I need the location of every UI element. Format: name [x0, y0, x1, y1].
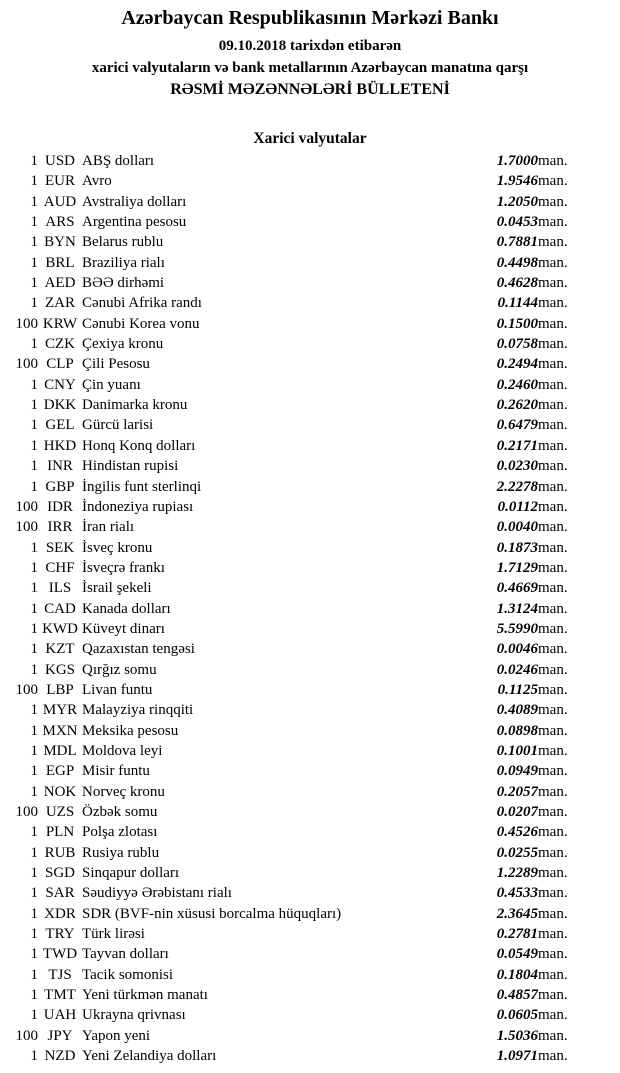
rate-cell: 0.4533: [496, 885, 538, 902]
qty-cell: 1: [30, 946, 38, 963]
name-cell: Danimarka kronu: [82, 397, 188, 414]
currency-row: [0, 253, 620, 273]
section-title-foreign-currencies: Xarici valyutalar: [253, 130, 367, 147]
qty-cell: 1: [30, 173, 38, 190]
unit-cell: man.: [538, 417, 568, 434]
qty-cell: 1: [30, 702, 38, 719]
currency-row: [0, 538, 620, 558]
rate-cell: 0.1500: [496, 315, 538, 332]
code-cell: MXN: [42, 722, 78, 739]
code-cell: LBP: [46, 681, 74, 698]
code-cell: GBP: [45, 478, 75, 495]
name-cell: Qırğız somu: [82, 661, 157, 678]
rate-cell: 0.1804: [496, 966, 538, 983]
qty-cell: 100: [15, 356, 38, 373]
name-cell: Kanada dolları: [82, 600, 171, 617]
code-cell: ILS: [48, 580, 72, 597]
unit-cell: man.: [538, 661, 568, 678]
code-cell: AED: [44, 275, 76, 292]
currency-row: [0, 680, 620, 700]
rate-cell: 0.2494: [496, 356, 538, 373]
document-header: [0, 0, 620, 100]
currency-row: [0, 375, 620, 395]
bank-title: Azərbaycan Respublikasının Mərkəzi Bankı: [121, 7, 499, 29]
name-cell: Livan funtu: [82, 681, 153, 698]
code-cell: TMT: [44, 987, 76, 1004]
qty-cell: 1: [30, 844, 38, 861]
rate-cell: 0.2460: [496, 376, 538, 393]
qty-cell: 1: [30, 153, 38, 169]
code-cell: ZAR: [45, 295, 75, 312]
name-cell: İran rialı: [82, 519, 135, 536]
rate-cell: 1.7000: [496, 153, 538, 169]
currency-row: [0, 314, 620, 334]
currency-row: [0, 721, 620, 741]
rate-cell: 0.4526: [496, 824, 538, 841]
name-cell: Çin yuanı: [82, 376, 141, 393]
unit-cell: man.: [538, 1007, 568, 1024]
name-cell: Yapon yeni: [82, 1027, 151, 1044]
name-cell: Səudiyyə Ərəbistanı rialı: [82, 885, 232, 902]
code-cell: NZD: [44, 1048, 76, 1065]
code-cell: RUB: [44, 844, 76, 861]
currency-row: [0, 192, 620, 212]
rate-cell: 0.0046: [496, 641, 538, 658]
name-cell: Misir funtu: [82, 763, 150, 780]
code-cell: KWD: [42, 620, 78, 637]
code-cell: BYN: [44, 234, 76, 251]
unit-cell: man.: [538, 885, 568, 902]
currency-row: [0, 599, 620, 619]
currency-row: [0, 1026, 620, 1046]
name-cell: Küveyt dinarı: [82, 620, 165, 637]
currency-row: [0, 415, 620, 435]
code-cell: NOK: [43, 783, 77, 800]
qty-cell: 1: [30, 926, 38, 943]
name-cell: Avro: [82, 173, 112, 190]
name-cell: Rusiya rublu: [82, 844, 160, 861]
qty-cell: 100: [15, 681, 38, 698]
qty-cell: 100: [15, 498, 38, 515]
name-cell: Braziliya rialı: [82, 254, 165, 271]
qty-cell: 1: [30, 661, 38, 678]
unit-cell: man.: [538, 681, 568, 698]
name-cell: Norveç kronu: [82, 783, 165, 800]
rate-cell: 0.1125: [497, 681, 538, 698]
qty-cell: 1: [30, 397, 38, 414]
qty-cell: 1: [30, 905, 38, 922]
currency-row: [0, 273, 620, 293]
name-cell: Ukrayna qrivnası: [82, 1007, 186, 1024]
name-cell: Cənubi Korea vonu: [82, 315, 200, 332]
unit-cell: man.: [538, 620, 568, 637]
unit-cell: man.: [538, 722, 568, 739]
code-cell: EUR: [45, 173, 75, 190]
currency-row: [0, 517, 620, 537]
rate-cell: 0.7881: [496, 234, 538, 251]
code-cell: SGD: [44, 865, 75, 882]
unit-cell: man.: [538, 865, 568, 882]
qty-cell: 1: [30, 539, 38, 556]
currency-row: [0, 924, 620, 944]
unit-cell: man.: [538, 600, 568, 617]
currency-row: [0, 822, 620, 842]
rate-cell: 0.6479: [496, 417, 538, 434]
code-cell: MDL: [43, 742, 77, 759]
rate-cell: 1.2050: [496, 193, 538, 210]
unit-cell: man.: [538, 153, 568, 169]
rate-cell: 1.3124: [496, 600, 538, 617]
rate-cell: 0.0246: [496, 661, 538, 678]
qty-cell: 1: [30, 580, 38, 597]
code-cell: SEK: [45, 539, 75, 556]
unit-cell: man.: [538, 539, 568, 556]
code-cell: AUD: [43, 193, 77, 210]
unit-cell: man.: [538, 987, 568, 1004]
unit-cell: man.: [538, 742, 568, 759]
currency-table-body: [0, 151, 620, 1066]
name-cell: Yeni Zelandiya dolları: [82, 1048, 217, 1065]
rate-cell: 1.0971: [496, 1048, 538, 1065]
rate-cell: 0.2620: [496, 397, 538, 414]
name-cell: İsveçrə frankı: [82, 559, 165, 576]
code-cell: EGP: [45, 763, 75, 780]
currency-row: [0, 965, 620, 985]
name-cell: İsrail şekeli: [82, 580, 152, 597]
qty-cell: 1: [30, 987, 38, 1004]
currency-row: [0, 354, 620, 374]
name-cell: Tacik somonisi: [82, 966, 174, 983]
rate-cell: 0.2171: [496, 437, 538, 454]
name-cell: Hindistan rupisi: [82, 458, 179, 475]
code-cell: TRY: [45, 926, 75, 943]
name-cell: SDR (BVF-nin xüsusi borcalma hüquqları): [82, 905, 342, 922]
currency-row: [0, 639, 620, 659]
code-cell: ARS: [45, 214, 75, 231]
qty-cell: 1: [30, 763, 38, 780]
name-cell: Malayziya rinqqiti: [82, 702, 194, 719]
currency-row: [0, 863, 620, 883]
name-cell: Türk lirəsi: [82, 926, 145, 943]
rate-cell: 2.3645: [496, 905, 538, 922]
bulletin-subtitle: xarici valyutaların və bank metallarının Azərbaycan manatına qarşı: [91, 60, 529, 76]
code-cell: SAR: [45, 885, 75, 902]
code-cell: PLN: [45, 824, 75, 841]
code-cell: CZK: [45, 336, 75, 353]
currency-row: [0, 761, 620, 781]
rate-cell: 0.0112: [497, 498, 538, 515]
unit-cell: man.: [538, 844, 568, 861]
code-cell: UAH: [43, 1007, 77, 1024]
currency-row: [0, 944, 620, 964]
qty-cell: 100: [15, 315, 38, 332]
name-cell: Çili Pesosu: [82, 356, 150, 373]
qty-cell: 1: [30, 376, 38, 393]
rate-cell: 0.2781: [496, 926, 538, 943]
rate-cell: 0.0040: [496, 519, 538, 536]
unit-cell: man.: [538, 498, 568, 515]
name-cell: Tayvan dolları: [82, 946, 169, 963]
code-cell: IRR: [47, 519, 73, 536]
name-cell: Belarus rublu: [82, 234, 164, 251]
currency-row: [0, 497, 620, 517]
name-cell: Gürcü larisi: [82, 417, 154, 434]
currency-row: [0, 843, 620, 863]
code-cell: GEL: [45, 417, 75, 434]
rate-cell: 0.0230: [496, 458, 538, 475]
rate-cell: 0.0255: [496, 844, 538, 861]
unit-cell: man.: [538, 336, 568, 353]
qty-cell: 100: [15, 1027, 38, 1044]
qty-cell: 1: [30, 600, 38, 617]
name-cell: Honq Konq dolları: [82, 437, 196, 454]
qty-cell: 1: [30, 783, 38, 800]
rate-cell: 0.4089: [496, 702, 538, 719]
rate-cell: 0.2057: [496, 783, 538, 800]
qty-cell: 1: [30, 458, 38, 475]
rate-cell: 0.4628: [496, 275, 538, 292]
qty-cell: 1: [30, 193, 38, 210]
qty-cell: 1: [30, 966, 38, 983]
unit-cell: man.: [538, 376, 568, 393]
rate-cell: 1.7129: [496, 559, 538, 576]
code-cell: CLP: [46, 356, 74, 373]
qty-cell: 1: [30, 1007, 38, 1024]
code-cell: USD: [44, 153, 75, 169]
code-cell: KRW: [42, 315, 78, 332]
qty-cell: 1: [30, 641, 38, 658]
unit-cell: man.: [538, 173, 568, 190]
qty-cell: 1: [30, 234, 38, 251]
name-cell: Qazaxıstan tengəsi: [82, 641, 195, 658]
unit-cell: man.: [538, 214, 568, 231]
name-cell: BƏƏ dirhəmi: [82, 275, 165, 292]
code-cell: KGS: [44, 661, 75, 678]
rate-cell: 5.5990: [496, 620, 538, 637]
currency-row: [0, 741, 620, 761]
unit-cell: man.: [538, 234, 568, 251]
currency-row: [0, 883, 620, 903]
name-cell: Çexiya kronu: [82, 336, 164, 353]
name-cell: Avstraliya dolları: [82, 193, 187, 210]
currency-row: [0, 700, 620, 720]
unit-cell: man.: [538, 458, 568, 475]
code-cell: INR: [47, 458, 73, 475]
rate-cell: 0.4498: [496, 254, 538, 271]
currency-row: [0, 985, 620, 1005]
name-cell: İndoneziya rupiası: [82, 498, 194, 515]
rate-cell: 0.0549: [496, 946, 538, 963]
currency-row: [0, 660, 620, 680]
rate-cell: 1.5036: [496, 1027, 538, 1044]
rate-cell: 0.1873: [496, 539, 538, 556]
unit-cell: man.: [538, 966, 568, 983]
qty-cell: 100: [15, 519, 38, 536]
name-cell: İngilis funt sterlinqi: [82, 478, 202, 495]
unit-cell: man.: [538, 926, 568, 943]
qty-cell: 1: [30, 559, 38, 576]
code-cell: CAD: [44, 600, 76, 617]
currency-row: [0, 334, 620, 354]
code-cell: IDR: [47, 498, 73, 515]
qty-cell: 1: [30, 742, 38, 759]
name-cell: Meksika pesosu: [82, 722, 179, 739]
rate-cell: 0.0758: [496, 336, 538, 353]
name-cell: Moldova leyi: [82, 742, 163, 759]
rate-cell: 0.1001: [496, 742, 538, 759]
currency-row: [0, 151, 620, 171]
unit-cell: man.: [538, 254, 568, 271]
qty-cell: 1: [30, 478, 38, 495]
qty-cell: 1: [30, 722, 38, 739]
name-cell: Cənubi Afrika randı: [82, 295, 202, 312]
qty-cell: 1: [30, 295, 38, 312]
qty-cell: 1: [30, 865, 38, 882]
qty-cell: 1: [30, 885, 38, 902]
rate-cell: 0.1144: [497, 295, 538, 312]
bulletin-title: RƏSMİ MƏZƏNNƏLƏRİ BÜLLETENİ: [170, 81, 450, 98]
rate-cell: 0.4857: [496, 987, 538, 1004]
name-cell: Polşa zlotası: [82, 824, 158, 841]
qty-cell: 1: [30, 417, 38, 434]
code-cell: XDR: [44, 905, 76, 922]
rate-cell: 0.0949: [496, 763, 538, 780]
code-cell: CHF: [45, 559, 75, 576]
name-cell: Argentina pesosu: [82, 214, 187, 231]
code-cell: HKD: [43, 437, 77, 454]
rate-cell: 0.0207: [496, 804, 538, 820]
currency-row: [0, 293, 620, 313]
currency-row: [0, 171, 620, 191]
rate-cell: 0.4669: [496, 580, 538, 597]
currency-row: [0, 802, 620, 822]
currency-row: [0, 619, 620, 639]
qty-cell: 1: [30, 1048, 38, 1065]
unit-cell: man.: [538, 478, 568, 495]
code-cell: JPY: [47, 1027, 73, 1044]
qty-cell: 1: [30, 437, 38, 454]
currency-row: [0, 558, 620, 578]
qty-cell: 1: [30, 620, 38, 637]
qty-cell: 1: [30, 336, 38, 353]
unit-cell: man.: [538, 437, 568, 454]
code-cell: DKK: [43, 397, 77, 414]
name-cell: Özbək somu: [82, 804, 158, 820]
name-cell: İsveç kronu: [82, 539, 153, 556]
currency-row: [0, 1005, 620, 1025]
currency-row: [0, 232, 620, 252]
name-cell: Sinqapur dolları: [82, 865, 180, 882]
unit-cell: man.: [538, 783, 568, 800]
rate-cell: 0.0898: [496, 722, 538, 739]
currency-row: [0, 578, 620, 598]
currency-row: [0, 395, 620, 415]
unit-cell: man.: [538, 275, 568, 292]
code-cell: KZT: [45, 641, 75, 658]
rate-cell: 1.2289: [496, 865, 538, 882]
currency-row: [0, 904, 620, 924]
unit-cell: man.: [538, 295, 568, 312]
rate-cell: 2.2278: [496, 478, 538, 495]
unit-cell: man.: [538, 804, 568, 820]
currency-row: [0, 477, 620, 497]
currency-row: [0, 456, 620, 476]
unit-cell: man.: [538, 193, 568, 210]
unit-cell: man.: [538, 580, 568, 597]
unit-cell: man.: [538, 824, 568, 841]
unit-cell: man.: [538, 702, 568, 719]
qty-cell: 1: [30, 254, 38, 271]
rate-cell: 0.0453: [496, 214, 538, 231]
unit-cell: man.: [538, 397, 568, 414]
currency-row: [0, 436, 620, 456]
code-cell: UZS: [45, 804, 75, 820]
unit-cell: man.: [538, 1048, 568, 1065]
code-cell: CNY: [44, 376, 76, 393]
rate-cell: 0.0605: [496, 1007, 538, 1024]
qty-cell: 1: [30, 824, 38, 841]
code-cell: BRL: [45, 254, 75, 271]
unit-cell: man.: [538, 519, 568, 536]
unit-cell: man.: [538, 1027, 568, 1044]
unit-cell: man.: [538, 356, 568, 373]
rate-cell: 1.9546: [496, 173, 538, 190]
unit-cell: man.: [538, 763, 568, 780]
qty-cell: 100: [15, 804, 38, 820]
currency-rates-table: [0, 151, 620, 1066]
unit-cell: man.: [538, 559, 568, 576]
code-cell: MYR: [42, 702, 78, 719]
qty-cell: 1: [30, 275, 38, 292]
currency-row: [0, 1046, 620, 1066]
unit-cell: man.: [538, 641, 568, 658]
effective-date-line: 09.10.2018 tarixdən etibarən: [218, 38, 402, 54]
currency-row: [0, 212, 620, 232]
name-cell: ABŞ dolları: [82, 153, 155, 169]
code-cell: TJS: [48, 966, 72, 983]
currency-row: [0, 782, 620, 802]
unit-cell: man.: [538, 946, 568, 963]
unit-cell: man.: [538, 905, 568, 922]
code-cell: TWD: [42, 946, 78, 963]
unit-cell: man.: [538, 315, 568, 332]
name-cell: Yeni türkmən manatı: [82, 987, 208, 1004]
qty-cell: 1: [30, 214, 38, 231]
